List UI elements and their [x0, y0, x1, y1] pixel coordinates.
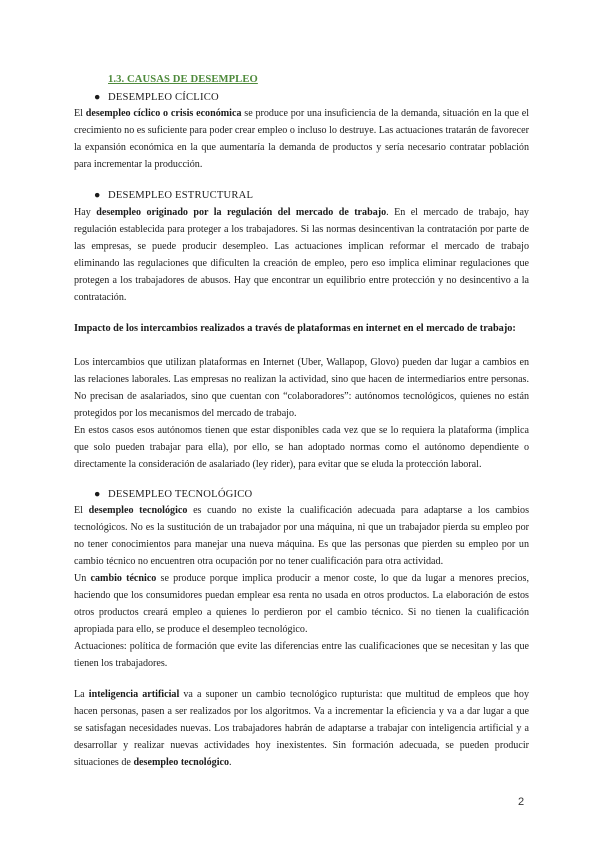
text-run: . En el mercado de trabajo, hay regulación establecida para proteger a los trabajadores. Si las normas desincentivan la contratación por parte de las empresas, se puede producir desempleo. Las actuaciones implican reformar el mercado de trabajo eliminando las regulaciones que dificulten la creación de empleo, pero eso implica eliminar regulaciones que protegen a los trabajadores de abusos. Hay que encontrar un equilibrio entre protección y no desincentivo a la contratación.	[74, 207, 529, 303]
heading-desempleo-estructural	[94, 190, 253, 201]
heading-desempleo-tecnologico	[94, 489, 252, 500]
bold-term: desempleo tecnológico	[88, 505, 188, 516]
bold-term: desempleo tecnológico	[133, 757, 230, 768]
bullet-icon: ●	[94, 489, 101, 500]
text-run: va a suponer un cambio tecnológico rupturista: que multitud de empleos que hoy hacen personas, pasen a ser realizados por los algoritmos. Va a incrementar la eficiencia y va a dar lugar a que se satisfagan necesidades nuevas. Los trabajadores habrán de adaptarse a trabajar con inteligencia artificial y a desarrollar y realizar nuevas actividades hoy inexistentes. Sin formación adecuada, se pueden producir situaciones de	[74, 689, 529, 768]
bullet-icon: ●	[94, 92, 101, 103]
text-run: Hay	[74, 207, 97, 218]
bold-term: cambio técnico	[90, 573, 157, 584]
text-run: .	[229, 757, 232, 768]
text-run: Un	[74, 573, 91, 584]
paragraph-tecnologico	[74, 502, 529, 672]
bold-term: desempleo cíclico o crisis económica	[85, 108, 242, 119]
impacto-p2: En estos casos esos autónomos tienen que estar disponibles cada vez que se lo requiera la plataforma (implica que solo pueden trabajar para ella), por ello, se han adoptado normas como el autónomo dependiente o directamente la consideración de asalariado (ley rider), para evitar que se eluda la protección laboral.	[74, 425, 529, 470]
impacto-p1: Los intercambios que utilizan plataformas en Internet (Uber, Wallapop, Glovo) pueden dar lugar a cambios en las relaciones laborales. Las empresas no realizan la actividad, sino que hacen de intermediarios entre personas. No precisan de asalariados, sino que cuentan con “colaboradores”: autónomos tecnológicos, quienes no están protegidos por los mecanismos del mercado de trabajo.	[74, 357, 529, 419]
text-run: se produce por una insuficiencia de la demanda, situación en la que el crecimiento no es suficiente para poder crear empleo o incluso lo destruye. Las actuaciones tratarán de favorecer la expansión económica en la que aumentaría la demanda de productos y sería necesario contratar población para incrementar la producción.	[74, 108, 529, 170]
paragraph-inteligencia-artificial	[74, 686, 529, 771]
paragraph-impacto	[74, 354, 529, 473]
heading-desempleo-ciclico	[94, 92, 219, 103]
paragraph-estructural	[74, 204, 529, 306]
paragraph-ciclico	[74, 105, 529, 173]
page-number: 2	[518, 796, 525, 808]
impact-title: Impacto de los intercambios realizados a través de plataformas en internet en el mercado de trabajo:	[74, 323, 516, 334]
text-run: El	[74, 108, 86, 119]
text-run: se produce porque implica producir a menor coste, lo que da lugar a menores precios, haciendo que los consumidores puedan emplear esa renta no usada en otros productos. La elaboración de estos otros productos creará empleo a quienes lo perdieron por el cambio técnico. Si no tienen la cualificación apropiada para ello, se produce el desempleo tecnológico.	[74, 573, 529, 635]
text-run: La	[74, 689, 89, 700]
heading-text: DESEMPLEO TECNOLÓGICO	[108, 489, 253, 500]
bullet-icon: ●	[94, 190, 101, 201]
text-run: El	[74, 505, 89, 516]
actuaciones-text: Actuaciones: política de formación que evite las diferencias entre las cualificaciones que se necesitan y las que tienen los trabajadores.	[74, 641, 529, 669]
bold-term: inteligencia artificial	[88, 689, 180, 700]
bold-term: desempleo originado por la regulación del mercado de trabajo	[96, 207, 387, 218]
section-title: 1.3. CAUSAS DE DESEMPLEO	[108, 74, 258, 85]
heading-text: DESEMPLEO ESTRUCTURAL	[108, 190, 254, 201]
text-run: es cuando no existe la cualificación adecuada para adaptarse a los cambios tecnológicos. No es la sustitución de un trabajador por una máquina, ni que un trabajador pierda su empleo por no tener conocimientos para manejar una nueva máquina. Es que las personas que pierden su empleo por un cambio técnico no encuentren otra ocupación por no tener cualificación para otra actividad.	[74, 505, 530, 567]
heading-text: DESEMPLEO CÍCLICO	[108, 92, 219, 103]
